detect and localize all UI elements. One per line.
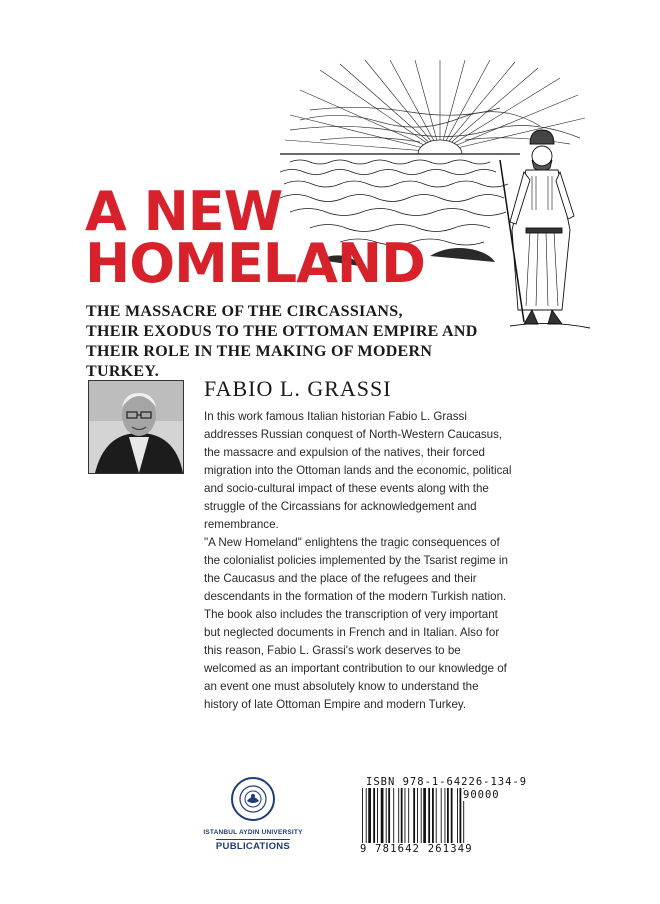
barcode-bar xyxy=(445,788,446,844)
barcode-bar xyxy=(398,788,399,844)
publisher-logo xyxy=(196,776,310,852)
barcode-bar xyxy=(428,788,430,844)
barcode-bar xyxy=(417,788,418,844)
barcode-bar xyxy=(451,788,453,844)
subtitle-line-3: THEIR ROLE IN THE MAKING OF MODERN TURKEY. xyxy=(86,343,433,380)
author-photo xyxy=(88,380,184,474)
back-cover-blurb xyxy=(204,408,514,714)
publisher-imprint: PUBLICATIONS xyxy=(215,841,291,852)
title-line-2: HOMELAND xyxy=(85,232,425,295)
barcode-bar xyxy=(408,788,409,844)
author-name: FABIO L. GRASSI xyxy=(204,376,392,401)
book-subtitle xyxy=(86,302,506,382)
barcode-digits: 9 781642 261349 xyxy=(360,843,473,855)
barcode-bar xyxy=(373,788,375,844)
barcode-bar xyxy=(401,788,403,844)
isbn-label: ISBN 978-1-64226-134-9 xyxy=(366,776,528,788)
barcode-bar xyxy=(413,788,415,844)
barcode-bar xyxy=(421,788,422,844)
title-line-1: A NEW xyxy=(85,180,283,243)
barcode-bar xyxy=(447,788,449,844)
barcode-bar xyxy=(423,788,426,844)
blurb-paragraph: The book also includes the transcription of very important but neglected documents in French and in Italian. Also for this reason, Fabio L. Grassi's work deserves to be welcomed as an important contribution to our knowledge of an event one must absolutely know to understand the history of late Ottoman Empire and modern Turkey. xyxy=(204,608,507,711)
setting-sun xyxy=(418,140,462,154)
blurb-paragraph: In this work famous Italian historian Fabio L. Grassi addresses Russian conquest of North-Western Caucasus, the massacre and expulsion of the natives, their forced migration into the Ottoman lands and the economic, political and socio-cultural impact of these events along with the struggle of the Circassians for acknowledgement and remembrance. xyxy=(204,410,512,531)
blurb-paragraph: "A New Homeland" enlightens the tragic consequences of the colonialist policies implemented by the Tsarist regime in the Caucasus and the place of the refugees and their descendants in the formation of the modern Turkish nation. xyxy=(204,536,508,603)
subtitle-line-2: THEIR EXODUS TO THE OTTOMAN EMPIRE AND xyxy=(86,323,478,340)
barcode-bar xyxy=(368,788,371,844)
barcode-bar xyxy=(441,788,442,844)
barcode-bar xyxy=(405,788,406,844)
subtitle-line-1: THE MASSACRE OF THE CIRCASSIANS, xyxy=(86,303,403,320)
barcode-bar xyxy=(366,788,367,844)
barcode-bar xyxy=(436,788,437,844)
barcode-bar xyxy=(386,788,387,844)
barcode-bar xyxy=(377,788,378,844)
publisher-name: ISTANBUL AYDIN UNIVERSITY xyxy=(203,829,303,836)
barcode-bar xyxy=(457,788,458,844)
barcode-bar xyxy=(381,788,384,844)
circassian-figure xyxy=(500,130,590,328)
barcode-bar xyxy=(432,788,434,844)
barcode-bar xyxy=(362,788,363,844)
barcode-addon: 90000 xyxy=(463,789,500,801)
barcode-bar xyxy=(393,788,394,844)
university-seal-icon xyxy=(230,776,276,822)
barcode-bar xyxy=(388,788,390,844)
book-title xyxy=(85,180,425,295)
